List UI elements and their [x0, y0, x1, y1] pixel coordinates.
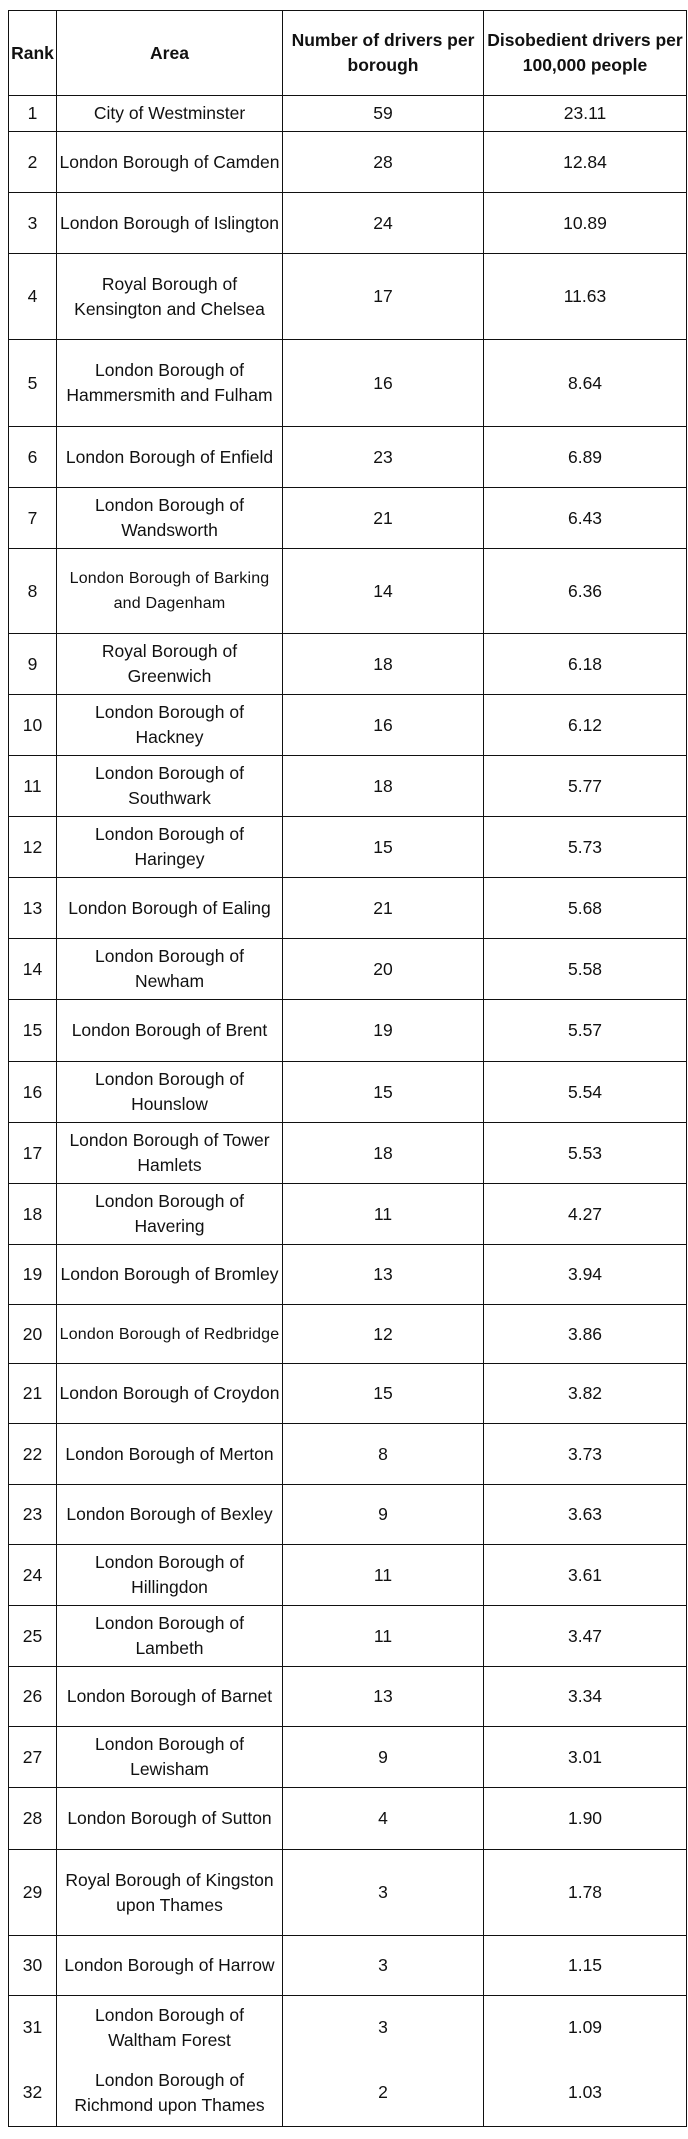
area-cell: London Borough of Lambeth: [57, 1606, 283, 1667]
table-row: [9, 254, 687, 340]
drivers-cell: 4: [283, 1788, 484, 1850]
drivers-cell: 17: [283, 254, 484, 340]
rate-cell: 3.73: [484, 1424, 687, 1485]
area-cell: London Borough of Barking and Dagenham: [57, 549, 283, 634]
rate-cell: 3.34: [484, 1667, 687, 1727]
drivers-cell: 28: [283, 132, 484, 193]
rank-cell: 3: [9, 193, 57, 254]
area-cell: Royal Borough of Kensington and Chelsea: [57, 254, 283, 340]
drivers-cell: 16: [283, 695, 484, 756]
area-cell: London Borough of Croydon: [57, 1364, 283, 1424]
drivers-cell: 24: [283, 193, 484, 254]
area-cell: London Borough of Brent: [57, 1000, 283, 1062]
rate-cell: 1.90: [484, 1788, 687, 1850]
rank-cell: 4: [9, 254, 57, 340]
rate-cell: 1.15: [484, 1936, 687, 1996]
rate-cell: 3.47: [484, 1606, 687, 1667]
rank-cell: 29: [9, 1850, 57, 1936]
table-row: [9, 340, 687, 427]
area-cell: Royal Borough of Greenwich: [57, 634, 283, 695]
header-area: Area: [57, 11, 283, 96]
rate-cell: 12.84: [484, 132, 687, 193]
rate-cell: 3.63: [484, 1485, 687, 1545]
table-row: [9, 1850, 687, 1936]
rate-cell: 23.11: [484, 96, 687, 132]
rank-cell: 16: [9, 1062, 57, 1123]
header-row: [9, 11, 687, 96]
table-row: [9, 1364, 687, 1424]
table-row: [9, 939, 687, 1000]
table-row: [9, 96, 687, 132]
rank-cell: 32: [9, 2060, 57, 2127]
table-row: [9, 132, 687, 193]
table-row: [9, 1485, 687, 1545]
drivers-cell: 18: [283, 756, 484, 817]
drivers-cell: 23: [283, 427, 484, 488]
area-cell: London Borough of Havering: [57, 1184, 283, 1245]
table-row: [9, 878, 687, 939]
area-cell: London Borough of Hounslow: [57, 1062, 283, 1123]
rate-cell: 1.78: [484, 1850, 687, 1936]
rank-cell: 22: [9, 1424, 57, 1485]
rank-cell: 11: [9, 756, 57, 817]
rank-cell: 26: [9, 1667, 57, 1727]
header-drivers: Number of drivers per borough: [283, 11, 484, 96]
table-row: [9, 695, 687, 756]
table-row: [9, 488, 687, 549]
area-cell: London Borough of Barnet: [57, 1667, 283, 1727]
table-row: [9, 1788, 687, 1850]
table-row: [9, 634, 687, 695]
drivers-cell: 14: [283, 549, 484, 634]
rate-cell: 5.58: [484, 939, 687, 1000]
drivers-cell: 9: [283, 1727, 484, 1788]
rate-cell: 6.12: [484, 695, 687, 756]
area-cell: London Borough of Camden: [57, 132, 283, 193]
rate-cell: 5.57: [484, 1000, 687, 1062]
area-cell: London Borough of Richmond upon Thames: [57, 2060, 283, 2127]
area-cell: London Borough of Bexley: [57, 1485, 283, 1545]
rank-cell: 8: [9, 549, 57, 634]
rank-cell: 1: [9, 96, 57, 132]
rank-cell: 13: [9, 878, 57, 939]
rate-cell: 3.82: [484, 1364, 687, 1424]
header-rank: Rank: [9, 11, 57, 96]
table-row: [9, 1062, 687, 1123]
rate-cell: 5.54: [484, 1062, 687, 1123]
area-cell: London Borough of Tower Hamlets: [57, 1123, 283, 1184]
rate-cell: 5.53: [484, 1123, 687, 1184]
rank-cell: 28: [9, 1788, 57, 1850]
drivers-cell: 21: [283, 878, 484, 939]
area-cell: London Borough of Wandsworth: [57, 488, 283, 549]
area-cell: London Borough of Islington: [57, 193, 283, 254]
area-cell: London Borough of Lewisham: [57, 1727, 283, 1788]
area-cell: London Borough of Sutton: [57, 1788, 283, 1850]
table-row: [9, 1424, 687, 1485]
drivers-cell: 12: [283, 1305, 484, 1364]
area-cell: London Borough of Haringey: [57, 817, 283, 878]
drivers-cell: 21: [283, 488, 484, 549]
area-cell: London Borough of Waltham Forest: [57, 1996, 283, 2060]
rank-cell: 14: [9, 939, 57, 1000]
drivers-cell: 11: [283, 1184, 484, 1245]
rate-cell: 6.18: [484, 634, 687, 695]
rank-cell: 21: [9, 1364, 57, 1424]
rank-cell: 6: [9, 427, 57, 488]
table-row: [9, 549, 687, 634]
rank-cell: 30: [9, 1936, 57, 1996]
table-row: [9, 756, 687, 817]
drivers-cell: 3: [283, 1996, 484, 2060]
drivers-cell: 15: [283, 1364, 484, 1424]
drivers-cell: 8: [283, 1424, 484, 1485]
drivers-cell: 13: [283, 1245, 484, 1305]
boroughs-table: [8, 10, 687, 2127]
table-row: [9, 1245, 687, 1305]
table-row: [9, 1606, 687, 1667]
table-row: [9, 1545, 687, 1606]
table-row: [9, 1305, 687, 1364]
area-cell: London Borough of Hammersmith and Fulham: [57, 340, 283, 427]
rate-cell: 5.77: [484, 756, 687, 817]
rate-cell: 1.09: [484, 1996, 687, 2060]
drivers-cell: 19: [283, 1000, 484, 1062]
table-row: [9, 2060, 687, 2127]
rate-cell: 6.43: [484, 488, 687, 549]
rank-cell: 9: [9, 634, 57, 695]
rank-cell: 12: [9, 817, 57, 878]
drivers-cell: 3: [283, 1936, 484, 1996]
area-cell: London Borough of Hackney: [57, 695, 283, 756]
rank-cell: 27: [9, 1727, 57, 1788]
rate-cell: 5.68: [484, 878, 687, 939]
area-cell: London Borough of Harrow: [57, 1936, 283, 1996]
area-cell: London Borough of Enfield: [57, 427, 283, 488]
rate-cell: 6.89: [484, 427, 687, 488]
rate-cell: 11.63: [484, 254, 687, 340]
rate-cell: 10.89: [484, 193, 687, 254]
area-cell: London Borough of Hillingdon: [57, 1545, 283, 1606]
area-cell: Royal Borough of Kingston upon Thames: [57, 1850, 283, 1936]
rank-cell: 5: [9, 340, 57, 427]
drivers-cell: 18: [283, 634, 484, 695]
rank-cell: 15: [9, 1000, 57, 1062]
table-row: [9, 427, 687, 488]
table-row: [9, 1000, 687, 1062]
area-cell: London Borough of Redbridge: [57, 1305, 283, 1364]
drivers-cell: 16: [283, 340, 484, 427]
table-row: [9, 1667, 687, 1727]
rate-cell: 3.61: [484, 1545, 687, 1606]
rate-cell: 6.36: [484, 549, 687, 634]
rank-cell: 2: [9, 132, 57, 193]
rate-cell: 1.03: [484, 2060, 687, 2127]
area-cell: City of Westminster: [57, 96, 283, 132]
drivers-cell: 15: [283, 1062, 484, 1123]
rank-cell: 18: [9, 1184, 57, 1245]
rank-cell: 25: [9, 1606, 57, 1667]
header-rate: Disobedient drivers per 100,000 people: [484, 11, 687, 96]
rate-cell: 8.64: [484, 340, 687, 427]
table-row: [9, 817, 687, 878]
rate-cell: 3.01: [484, 1727, 687, 1788]
table-row: [9, 1996, 687, 2060]
table-row: [9, 1184, 687, 1245]
area-cell: London Borough of Bromley: [57, 1245, 283, 1305]
rate-cell: 3.94: [484, 1245, 687, 1305]
table-row: [9, 1936, 687, 1996]
rank-cell: 19: [9, 1245, 57, 1305]
area-cell: London Borough of Ealing: [57, 878, 283, 939]
drivers-cell: 59: [283, 96, 484, 132]
table-row: [9, 193, 687, 254]
rate-cell: 5.73: [484, 817, 687, 878]
rank-cell: 7: [9, 488, 57, 549]
drivers-cell: 13: [283, 1667, 484, 1727]
drivers-cell: 11: [283, 1606, 484, 1667]
area-cell: London Borough of Merton: [57, 1424, 283, 1485]
rank-cell: 20: [9, 1305, 57, 1364]
rank-cell: 17: [9, 1123, 57, 1184]
area-cell: London Borough of Southwark: [57, 756, 283, 817]
drivers-cell: 18: [283, 1123, 484, 1184]
rank-cell: 23: [9, 1485, 57, 1545]
table-row: [9, 1727, 687, 1788]
drivers-cell: 2: [283, 2060, 484, 2127]
rank-cell: 31: [9, 1996, 57, 2060]
rate-cell: 4.27: [484, 1184, 687, 1245]
drivers-cell: 15: [283, 817, 484, 878]
area-cell: London Borough of Newham: [57, 939, 283, 1000]
rate-cell: 3.86: [484, 1305, 687, 1364]
drivers-cell: 20: [283, 939, 484, 1000]
table-row: [9, 1123, 687, 1184]
drivers-cell: 11: [283, 1545, 484, 1606]
rank-cell: 10: [9, 695, 57, 756]
rank-cell: 24: [9, 1545, 57, 1606]
drivers-cell: 3: [283, 1850, 484, 1936]
drivers-cell: 9: [283, 1485, 484, 1545]
